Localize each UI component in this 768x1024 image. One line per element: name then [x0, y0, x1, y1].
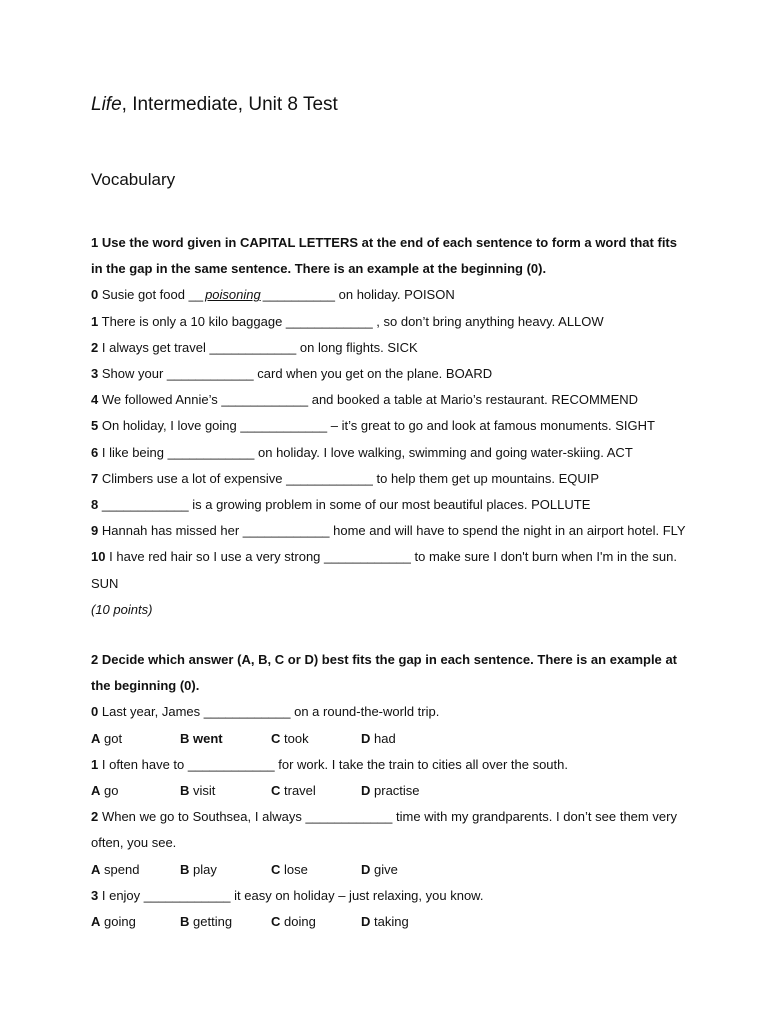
- example-text-after: __________ on holiday. POISON: [262, 287, 455, 303]
- item-text: Hannah has missed her ____________ home and will have to spend the night in an airport hotel. FLY: [101, 523, 686, 539]
- points-note: (10 points): [91, 601, 153, 617]
- option-a: A go: [91, 783, 119, 798]
- item-number: 10: [91, 549, 106, 565]
- question-number: 3: [91, 887, 99, 903]
- exercise-1-item: [91, 544, 677, 596]
- exercise-1: [91, 230, 686, 623]
- item-text: ____________ is a growing problem in some of our most beautiful places. POLLUTE: [101, 497, 591, 513]
- option-a: A spend: [91, 861, 140, 877]
- exercise-1-item: [91, 361, 677, 387]
- item-text: I always get travel ____________ on long flights. SICK: [101, 339, 418, 355]
- example-answer: poisoning: [205, 287, 261, 303]
- item-number: 8: [91, 497, 99, 513]
- question: [91, 752, 677, 778]
- question-text: I often have to ____________ for work. I take the train to cities all over the south.: [101, 756, 568, 772]
- option-c: C lose: [271, 861, 308, 877]
- exercise-2: [91, 647, 677, 935]
- exercise-1-item: [91, 440, 677, 466]
- question: [91, 883, 677, 909]
- section-heading: Vocabulary: [91, 170, 176, 189]
- question-number: 1: [91, 756, 99, 772]
- option-a: A going: [91, 913, 136, 929]
- item-number: 9: [91, 523, 99, 539]
- exercise-1-item: [91, 335, 677, 361]
- option-b: B play: [180, 861, 217, 877]
- option-b: B visit: [180, 783, 216, 798]
- options-row: [91, 726, 677, 752]
- exercise-1-item: [91, 518, 686, 544]
- question-text: When we go to Southsea, I always ____________ time with my grandparents. I don’t see them very often, you see.: [91, 809, 677, 851]
- exercise-1-item: [91, 309, 677, 335]
- option-b-selected: B went: [180, 730, 223, 746]
- title-italic-part: Life: [91, 94, 122, 115]
- exercise-1-item: [91, 387, 677, 413]
- option-d: D give: [361, 861, 398, 877]
- exercise-1-item: [91, 466, 677, 492]
- option-c: C took: [271, 730, 309, 746]
- item-text: I like being ____________ on holiday. I love walking, swimming and going water-skiing. ACT: [101, 444, 633, 460]
- item-number: 5: [91, 418, 99, 434]
- item-text: I have red hair so I use a very strong ____________ to make sure I don't burn when I'm in the sun. SUN: [91, 549, 677, 591]
- item-number: 4: [91, 392, 99, 408]
- option-c: C doing: [271, 913, 316, 929]
- question: [91, 699, 677, 725]
- item-text: Climbers use a lot of expensive ____________ to help them get up mountains. EQUIP: [101, 470, 600, 486]
- option-d: D practise: [361, 783, 420, 798]
- question-text: I enjoy ____________ it easy on holiday – just relaxing, you know.: [101, 887, 484, 903]
- item-number: 7: [91, 470, 99, 486]
- options-row: [91, 857, 677, 883]
- document-title: [91, 94, 338, 116]
- example-text-before: Susie got food __: [101, 287, 204, 303]
- option-b: B getting: [180, 913, 233, 929]
- option-c: C travel: [271, 783, 316, 798]
- item-text: We followed Annie’s ____________ and booked a table at Mario’s restaurant. RECOMMEND: [101, 392, 639, 408]
- exercise-1-item: [91, 492, 677, 518]
- item-number: 2: [91, 339, 99, 355]
- item-text: Show your ____________ card when you get on the plane. BOARD: [101, 366, 493, 382]
- item-number: 0: [91, 287, 99, 303]
- item-text: On holiday, I love going ____________ – it’s great to go and look at famous monuments. SIGHT: [101, 418, 655, 434]
- title-rest: , Intermediate, Unit 8 Test: [121, 94, 338, 115]
- item-number: 3: [91, 366, 99, 382]
- exercise-1-item: [91, 413, 677, 439]
- exercise-1-instruction: 1 Use the word given in CAPITAL LETTERS at the end of each sentence to form a word that fits in the gap in the same sentence. There is an example at the beginning (0).: [91, 235, 677, 277]
- question-number: 2: [91, 809, 99, 825]
- options-row: [91, 909, 677, 935]
- question-number: 0: [91, 704, 99, 720]
- option-d: D had: [361, 730, 396, 746]
- item-number: 1: [91, 313, 99, 329]
- option-d: D taking: [361, 913, 409, 929]
- question-text: Last year, James ____________ on a round-the-world trip.: [101, 704, 440, 720]
- exercise-1-example: [91, 282, 677, 308]
- option-a: A got: [91, 730, 123, 746]
- options-row: [91, 778, 677, 804]
- question: [91, 804, 677, 856]
- exercise-2-instruction: 2 Decide which answer (A, B, C or D) best fits the gap in each sentence. There is an example at the beginning (0).: [91, 652, 677, 694]
- item-number: 6: [91, 444, 99, 460]
- item-text: There is only a 10 kilo baggage ____________ , so don’t bring anything heavy. ALLOW: [101, 313, 604, 329]
